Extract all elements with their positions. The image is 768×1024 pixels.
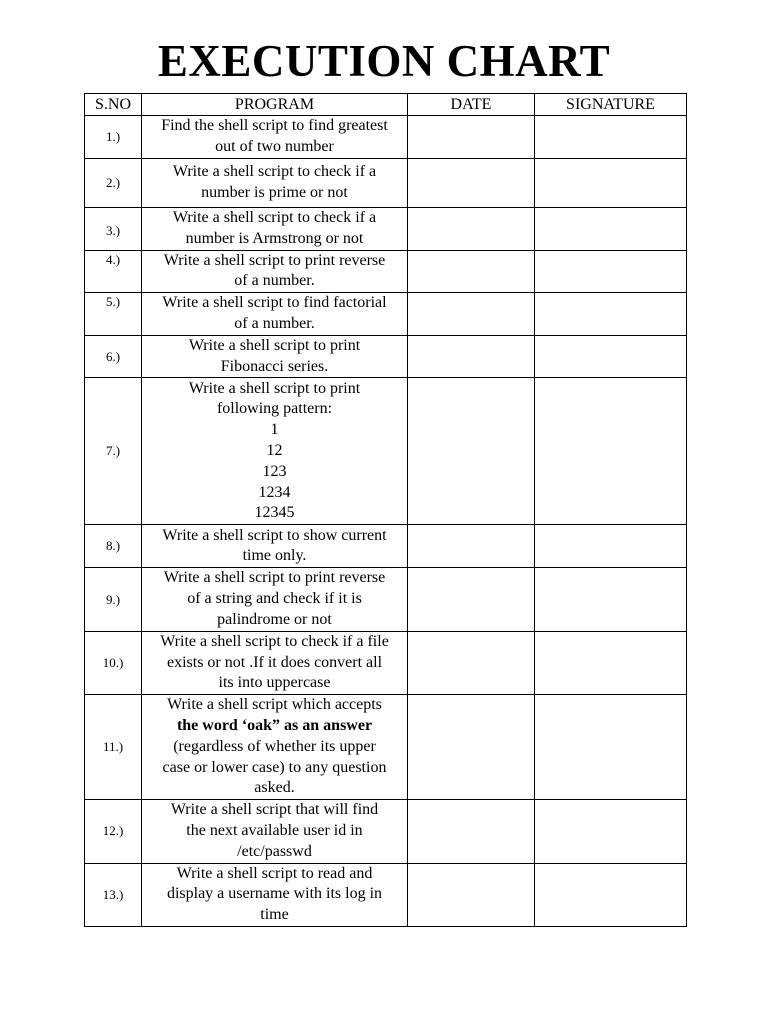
program-line: Write a shell script to print: [188, 336, 361, 354]
table-row: [85, 568, 687, 631]
program-line: 1: [270, 421, 279, 439]
table-body: [85, 116, 687, 927]
date-cell[interactable]: [408, 158, 535, 207]
program-line: Find the shell script to find greatest: [161, 117, 388, 134]
program-description: [142, 695, 408, 800]
signature-cell[interactable]: [535, 695, 687, 800]
program-line: /etc/passwd: [237, 842, 312, 860]
program-description: [142, 335, 408, 378]
program-line: Write a shell script to check if a file: [160, 632, 389, 650]
page-title: EXECUTION CHART: [157, 36, 611, 86]
date-cell[interactable]: [408, 525, 535, 568]
table-row: [85, 378, 687, 525]
date-cell[interactable]: [408, 695, 535, 800]
row-number: 10.): [85, 631, 142, 694]
program-description: [142, 378, 408, 525]
program-description: [142, 207, 408, 250]
program-line: palindrome or not: [217, 610, 332, 628]
row-number: 4.): [85, 250, 142, 293]
program-line: time: [260, 906, 289, 924]
signature-cell[interactable]: [535, 631, 687, 694]
program-line: Write a shell script to check if a: [172, 209, 377, 226]
program-line: following pattern:: [216, 400, 333, 418]
program-description: [142, 863, 408, 926]
program-line: the word ‘oak” as an answer: [176, 716, 373, 734]
row-number: 7.): [85, 378, 142, 525]
program-description: [142, 525, 408, 568]
program-line: Write a shell script to check if a: [172, 162, 377, 180]
signature-cell[interactable]: [535, 293, 687, 336]
program-line: (regardless of whether its upper: [173, 737, 376, 755]
table-row: [85, 695, 687, 800]
signature-cell[interactable]: [535, 378, 687, 525]
program-line: of a number.: [234, 272, 315, 290]
program-description: [142, 250, 408, 293]
table-row: [85, 250, 687, 293]
program-line: Fibonacci series.: [220, 357, 329, 375]
table-header-row: [85, 94, 687, 116]
table-row: [85, 863, 687, 926]
row-number: 9.): [85, 568, 142, 631]
table-row: [85, 207, 687, 250]
date-cell[interactable]: [408, 631, 535, 694]
table-row: [85, 631, 687, 694]
program-line: display a username with its log in: [166, 885, 383, 903]
program-line: 12: [266, 441, 283, 459]
row-number: 13.): [85, 863, 142, 926]
program-line: time only.: [242, 547, 307, 565]
date-cell[interactable]: [408, 800, 535, 863]
program-line: of a string and check if it is: [187, 590, 362, 608]
row-number: 3.): [85, 207, 142, 250]
program-line: the next available user id in: [186, 821, 363, 839]
header-program: PROGRAM: [142, 94, 408, 116]
row-number: 1.): [85, 116, 142, 159]
program-description: [142, 800, 408, 863]
program-line: out of two number: [215, 137, 334, 155]
program-description: [142, 158, 408, 207]
date-cell[interactable]: [408, 207, 535, 250]
signature-cell[interactable]: [535, 250, 687, 293]
table-row: [85, 525, 687, 568]
program-line: Write a shell script to show current: [162, 526, 387, 544]
program-line: its into uppercase: [218, 674, 331, 692]
program-line: Write a shell script to find factorial: [162, 294, 387, 312]
date-cell[interactable]: [408, 863, 535, 926]
program-description: [142, 293, 408, 336]
program-line: 12345: [254, 504, 295, 522]
table-row: [85, 800, 687, 863]
header-signature: SIGNATURE: [535, 94, 687, 116]
signature-cell[interactable]: [535, 863, 687, 926]
program-line: Write a shell script to print reverse: [163, 251, 386, 269]
program-line: Write a shell script to print reverse: [163, 569, 386, 587]
program-description: [142, 568, 408, 631]
date-cell[interactable]: [408, 116, 535, 159]
signature-cell[interactable]: [535, 158, 687, 207]
program-line: exists or not .If it does convert all: [166, 653, 383, 671]
row-number: 2.): [85, 158, 142, 207]
program-line: Write a shell script that will find: [170, 801, 379, 819]
program-line: 1234: [258, 483, 291, 501]
date-cell[interactable]: [408, 250, 535, 293]
signature-cell[interactable]: [535, 568, 687, 631]
program-line: number is prime or not: [201, 183, 348, 201]
header-date: DATE: [408, 94, 535, 116]
program-line: Write a shell script which accepts: [167, 696, 382, 714]
row-number: 6.): [85, 335, 142, 378]
program-line: Write a shell script to read and: [176, 864, 373, 882]
date-cell[interactable]: [408, 568, 535, 631]
date-cell[interactable]: [408, 378, 535, 525]
row-number: 5.): [85, 293, 142, 336]
signature-cell[interactable]: [535, 207, 687, 250]
row-number: 12.): [85, 800, 142, 863]
program-description: [142, 631, 408, 694]
program-line: asked.: [254, 779, 295, 797]
program-line: 123: [262, 462, 287, 480]
signature-cell[interactable]: [535, 525, 687, 568]
program-line: number is Armstrong or not: [185, 229, 364, 247]
table-row: [85, 293, 687, 336]
date-cell[interactable]: [408, 293, 535, 336]
table-row: [85, 335, 687, 378]
program-description: [142, 116, 408, 159]
table-row: [85, 158, 687, 207]
table-row: [85, 116, 687, 159]
program-line: Write a shell script to print: [188, 379, 361, 397]
row-number: 8.): [85, 525, 142, 568]
execution-chart-table: [84, 93, 687, 927]
signature-cell[interactable]: [535, 116, 687, 159]
signature-cell[interactable]: [535, 800, 687, 863]
program-line: of a number.: [234, 314, 315, 332]
signature-cell[interactable]: [535, 335, 687, 378]
header-sno: S.NO: [85, 94, 142, 116]
row-number: 11.): [85, 695, 142, 800]
program-line: case or lower case) to any question: [162, 758, 387, 776]
date-cell[interactable]: [408, 335, 535, 378]
